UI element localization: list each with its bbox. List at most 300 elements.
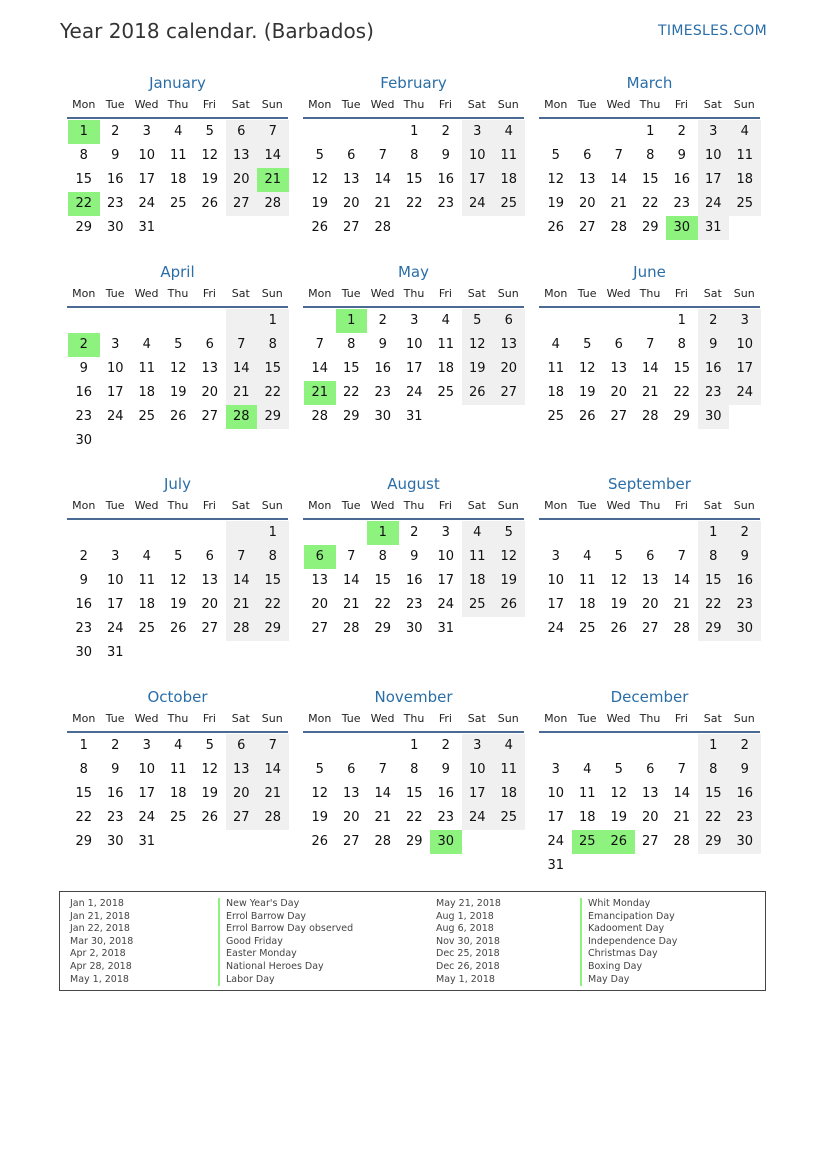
holiday-name: May Day — [580, 974, 677, 987]
weekend-day-cell: 27 — [226, 192, 258, 216]
weekend-day-cell: 11 — [462, 545, 494, 569]
empty-day-cell — [729, 405, 761, 429]
day-cell: 15 — [75, 172, 93, 187]
weekend-day-cell: 30 — [729, 617, 761, 641]
day-cell: 2 — [111, 124, 120, 139]
day-cell: 11 — [138, 361, 156, 376]
empty-day-cell — [336, 120, 368, 144]
day-cell: 14 — [374, 172, 392, 187]
day-cell: 6 — [646, 762, 655, 777]
weekday-label: Fri — [438, 711, 452, 725]
day-cell: 4 — [174, 124, 183, 139]
weekend-day-cell: 6 — [226, 734, 258, 758]
weekday-label: Thu — [167, 711, 189, 725]
header-rule — [539, 731, 760, 733]
day-cell: 14 — [673, 786, 691, 801]
weekday-label: Wed — [134, 97, 159, 111]
header-rule — [67, 518, 288, 520]
day-cell: 20 — [641, 810, 659, 825]
header-rule — [303, 117, 524, 119]
weekday-label: Fri — [202, 97, 216, 111]
day-cell: 27 — [201, 409, 219, 424]
weekend-day-cell: 16 — [729, 782, 761, 806]
header-rule — [67, 117, 288, 119]
day-cell: 15 — [641, 172, 659, 187]
weekday-header — [68, 494, 288, 516]
empty-day-cell — [131, 309, 163, 333]
day-cell: 9 — [441, 148, 450, 163]
weekday-label: Thu — [639, 286, 661, 300]
empty-day-cell — [257, 830, 289, 854]
day-cell: 30 — [75, 645, 93, 660]
day-cell: 16 — [673, 172, 691, 187]
weekday-label: Thu — [167, 97, 189, 111]
weekend-day-cell: 9 — [729, 545, 761, 569]
day-cell: 24 — [547, 834, 565, 849]
weekday-label: Tue — [105, 498, 125, 512]
month-title: August — [387, 475, 440, 493]
weekend-day-cell: 2 — [729, 734, 761, 758]
weekday-label: Tue — [105, 97, 125, 111]
day-cell: 12 — [169, 573, 187, 588]
day-cell: 5 — [583, 337, 592, 352]
day-cell: 3 — [142, 124, 151, 139]
weekday-label: Tue — [341, 711, 361, 725]
day-cell: 3 — [441, 525, 450, 540]
holiday-day-cell: 30 — [430, 830, 462, 854]
weekend-day-cell: 2 — [729, 521, 761, 545]
day-cell: 11 — [169, 762, 187, 777]
weekday-header — [68, 93, 288, 115]
day-cell: 17 — [405, 361, 423, 376]
weekday-header — [540, 707, 760, 729]
weekend-day-cell: 9 — [698, 333, 730, 357]
day-cell: 29 — [673, 409, 691, 424]
day-cell: 29 — [374, 621, 392, 636]
weekday-header — [540, 93, 760, 115]
day-cell: 18 — [437, 361, 455, 376]
day-cell: 23 — [673, 196, 691, 211]
day-cell: 20 — [201, 597, 219, 612]
weekend-day-cell: 20 — [226, 168, 258, 192]
weekday-label: Sun — [497, 97, 519, 111]
day-cell: 16 — [75, 597, 93, 612]
day-cell: 10 — [547, 573, 565, 588]
day-cell: 21 — [374, 196, 392, 211]
weekday-label: Wed — [370, 286, 395, 300]
day-cell: 8 — [677, 337, 686, 352]
day-cell: 24 — [106, 409, 124, 424]
day-cell: 29 — [405, 834, 423, 849]
day-cell: 12 — [547, 172, 565, 187]
day-cell: 17 — [437, 573, 455, 588]
month-december — [539, 687, 760, 878]
weekend-day-cell: 20 — [226, 782, 258, 806]
day-cell: 13 — [201, 361, 219, 376]
day-cell: 23 — [405, 597, 423, 612]
page-title: Year 2018 calendar. (Barbados) — [60, 19, 374, 43]
weekday-label: Sun — [261, 286, 283, 300]
day-cell: 29 — [75, 220, 93, 235]
day-cell: 22 — [75, 810, 93, 825]
weekday-label: Tue — [577, 97, 597, 111]
empty-day-cell — [603, 854, 635, 878]
holiday-name: Errol Barrow Day — [218, 911, 353, 924]
day-cell: 16 — [437, 786, 455, 801]
day-cell: 6 — [347, 148, 356, 163]
weekend-day-cell: 13 — [493, 333, 525, 357]
day-cell: 7 — [646, 337, 655, 352]
weekend-day-cell: 8 — [257, 545, 289, 569]
weekend-day-cell: 11 — [493, 758, 525, 782]
empty-day-cell — [336, 734, 368, 758]
day-cell: 7 — [677, 549, 686, 564]
day-cell: 23 — [75, 621, 93, 636]
day-cell: 1 — [646, 124, 655, 139]
weekend-day-cell: 29 — [698, 617, 730, 641]
day-cell: 8 — [79, 762, 88, 777]
weekend-day-cell: 9 — [729, 758, 761, 782]
holiday-date: May 1, 2018 — [70, 973, 129, 985]
empty-day-cell — [430, 405, 462, 429]
weekend-day-cell: 5 — [493, 521, 525, 545]
day-cell: 8 — [79, 148, 88, 163]
site-logo[interactable]: TIMESLES.COM — [658, 23, 767, 39]
day-cell: 18 — [169, 172, 187, 187]
weekend-day-cell: 3 — [729, 309, 761, 333]
holiday-day-cell: 1 — [367, 521, 399, 545]
day-cell: 6 — [583, 148, 592, 163]
day-grid — [304, 734, 524, 854]
holiday-date: May 21, 2018 — [436, 898, 501, 909]
weekend-day-cell: 18 — [729, 168, 761, 192]
month-july — [67, 474, 288, 665]
day-cell: 23 — [437, 810, 455, 825]
weekday-label: Tue — [577, 711, 597, 725]
weekend-day-cell: 14 — [257, 758, 289, 782]
weekday-label: Sat — [467, 97, 486, 111]
day-cell: 23 — [106, 196, 124, 211]
day-cell: 17 — [138, 786, 156, 801]
holiday-day-cell: 1 — [336, 309, 368, 333]
weekend-day-cell: 29 — [698, 830, 730, 854]
weekend-day-cell: 29 — [257, 405, 289, 429]
weekday-label: Fri — [438, 97, 452, 111]
day-cell: 12 — [169, 361, 187, 376]
day-cell: 28 — [374, 220, 392, 235]
day-cell: 28 — [673, 834, 691, 849]
holiday-name: Christmas Day — [580, 948, 677, 961]
day-cell: 4 — [142, 337, 151, 352]
weekday-label: Tue — [577, 286, 597, 300]
day-cell: 10 — [138, 762, 156, 777]
day-cell: 9 — [677, 148, 686, 163]
weekend-day-cell: 16 — [729, 569, 761, 593]
empty-day-cell — [257, 641, 289, 665]
day-cell: 13 — [311, 573, 329, 588]
weekend-day-cell: 7 — [226, 333, 258, 357]
weekday-label: Sun — [497, 498, 519, 512]
weekday-label: Wed — [606, 97, 631, 111]
day-cell: 27 — [578, 220, 596, 235]
empty-day-cell — [68, 309, 100, 333]
day-cell: 19 — [169, 385, 187, 400]
day-cell: 25 — [169, 196, 187, 211]
weekend-day-cell: 17 — [729, 357, 761, 381]
month-title: February — [380, 74, 447, 92]
weekend-day-cell: 20 — [493, 357, 525, 381]
weekday-label: Mon — [308, 97, 332, 111]
month-title: May — [397, 263, 429, 281]
weekend-day-cell: 2 — [698, 309, 730, 333]
empty-day-cell — [540, 120, 572, 144]
empty-day-cell — [257, 216, 289, 240]
header-rule — [67, 731, 288, 733]
empty-day-cell — [100, 521, 132, 545]
weekday-label: Mon — [72, 498, 96, 512]
empty-day-cell — [603, 309, 635, 333]
weekday-label: Tue — [105, 286, 125, 300]
day-cell: 27 — [311, 621, 329, 636]
day-cell: 20 — [342, 810, 360, 825]
weekend-day-cell: 14 — [226, 357, 258, 381]
month-title: April — [160, 263, 195, 281]
weekday-label: Sun — [261, 498, 283, 512]
month-title: June — [633, 263, 666, 281]
weekday-label: Wed — [370, 97, 395, 111]
weekend-day-cell: 4 — [493, 120, 525, 144]
day-cell: 24 — [437, 597, 455, 612]
day-cell: 22 — [405, 810, 423, 825]
day-cell: 13 — [342, 172, 360, 187]
day-cell: 26 — [311, 220, 329, 235]
weekend-day-cell: 27 — [493, 381, 525, 405]
weekend-day-cell: 30 — [729, 830, 761, 854]
weekend-day-cell: 7 — [226, 545, 258, 569]
empty-day-cell — [493, 216, 525, 240]
weekday-label: Mon — [544, 97, 568, 111]
day-cell: 19 — [311, 810, 329, 825]
weekend-day-cell: 19 — [462, 357, 494, 381]
weekday-label: Sat — [231, 711, 250, 725]
empty-day-cell — [226, 309, 258, 333]
day-cell: 23 — [437, 196, 455, 211]
day-cell: 6 — [205, 337, 214, 352]
day-cell: 19 — [201, 172, 219, 187]
empty-day-cell — [603, 521, 635, 545]
empty-day-cell — [572, 734, 604, 758]
day-cell: 24 — [547, 621, 565, 636]
day-cell: 19 — [610, 810, 628, 825]
day-cell: 15 — [405, 172, 423, 187]
month-may — [303, 262, 524, 429]
header-rule — [539, 117, 760, 119]
day-cell: 8 — [410, 762, 419, 777]
weekday-label: Thu — [167, 498, 189, 512]
day-cell: 12 — [610, 573, 628, 588]
day-grid — [304, 120, 524, 240]
day-cell: 18 — [169, 786, 187, 801]
empty-day-cell — [572, 854, 604, 878]
day-cell: 17 — [138, 172, 156, 187]
empty-day-cell — [131, 521, 163, 545]
weekday-label: Thu — [403, 711, 425, 725]
empty-day-cell — [194, 521, 226, 545]
empty-day-cell — [462, 830, 494, 854]
empty-day-cell — [194, 309, 226, 333]
day-cell: 5 — [205, 738, 214, 753]
day-cell: 3 — [111, 337, 120, 352]
holiday-day-cell: 1 — [68, 120, 100, 144]
holiday-name: Emancipation Day — [580, 911, 677, 924]
weekday-label: Fri — [674, 711, 688, 725]
day-cell: 3 — [111, 549, 120, 564]
day-cell: 20 — [201, 385, 219, 400]
day-cell: 10 — [405, 337, 423, 352]
weekend-day-cell: 25 — [493, 192, 525, 216]
empty-day-cell — [572, 120, 604, 144]
day-cell: 6 — [646, 549, 655, 564]
weekend-day-cell: 26 — [462, 381, 494, 405]
weekend-day-cell: 23 — [729, 806, 761, 830]
day-cell: 14 — [641, 361, 659, 376]
weekday-header — [304, 282, 524, 304]
weekday-label: Mon — [544, 286, 568, 300]
day-cell: 2 — [441, 738, 450, 753]
day-cell: 26 — [547, 220, 565, 235]
day-cell: 28 — [641, 409, 659, 424]
day-cell: 14 — [610, 172, 628, 187]
empty-day-cell — [603, 120, 635, 144]
weekday-header — [68, 707, 288, 729]
weekday-label: Tue — [105, 711, 125, 725]
day-cell: 16 — [106, 786, 124, 801]
weekday-label: Mon — [72, 286, 96, 300]
weekend-day-cell: 4 — [729, 120, 761, 144]
empty-day-cell — [399, 216, 431, 240]
day-cell: 23 — [374, 385, 392, 400]
day-cell: 25 — [547, 409, 565, 424]
weekend-day-cell: 4 — [493, 734, 525, 758]
day-cell: 9 — [441, 762, 450, 777]
day-cell: 1 — [410, 738, 419, 753]
day-cell: 23 — [75, 409, 93, 424]
weekday-label: Mon — [72, 711, 96, 725]
weekday-label: Wed — [370, 498, 395, 512]
empty-day-cell — [163, 830, 195, 854]
weekend-day-cell: 7 — [257, 734, 289, 758]
day-cell: 10 — [106, 361, 124, 376]
empty-day-cell — [462, 216, 494, 240]
day-grid — [304, 521, 524, 641]
holiday-date: Aug 6, 2018 — [436, 923, 494, 935]
weekend-day-cell: 17 — [698, 168, 730, 192]
weekend-day-cell: 17 — [462, 168, 494, 192]
header-rule — [303, 518, 524, 520]
weekend-day-cell: 21 — [226, 593, 258, 617]
holiday-day-cell: 26 — [603, 830, 635, 854]
weekday-label: Fri — [202, 286, 216, 300]
day-cell: 6 — [347, 762, 356, 777]
day-cell: 29 — [342, 409, 360, 424]
empty-day-cell — [163, 429, 195, 453]
day-cell: 25 — [138, 409, 156, 424]
weekday-label: Sat — [703, 498, 722, 512]
weekday-header — [540, 494, 760, 516]
day-cell: 5 — [174, 337, 183, 352]
weekday-label: Wed — [134, 711, 159, 725]
day-cell: 4 — [142, 549, 151, 564]
weekend-day-cell: 22 — [698, 593, 730, 617]
day-cell: 9 — [79, 573, 88, 588]
day-cell: 6 — [614, 337, 623, 352]
holiday-day-cell: 2 — [68, 333, 100, 357]
day-cell: 8 — [347, 337, 356, 352]
day-cell: 28 — [342, 621, 360, 636]
day-cell: 11 — [547, 361, 565, 376]
holiday-day-cell: 6 — [304, 545, 336, 569]
weekend-day-cell: 25 — [729, 192, 761, 216]
weekend-day-cell: 24 — [729, 381, 761, 405]
weekend-day-cell: 15 — [698, 782, 730, 806]
empty-day-cell — [226, 641, 258, 665]
holiday-date: Jan 1, 2018 — [70, 898, 124, 909]
day-cell: 8 — [378, 549, 387, 564]
day-cell: 10 — [138, 148, 156, 163]
day-grid — [304, 309, 524, 429]
day-cell: 8 — [410, 148, 419, 163]
weekday-label: Fri — [674, 498, 688, 512]
weekday-header — [68, 282, 288, 304]
day-cell: 7 — [677, 762, 686, 777]
day-cell: 9 — [111, 148, 120, 163]
empty-day-cell — [635, 521, 667, 545]
day-cell: 27 — [342, 834, 360, 849]
weekday-label: Sun — [497, 286, 519, 300]
weekend-day-cell: 24 — [698, 192, 730, 216]
weekend-day-cell: 6 — [493, 309, 525, 333]
weekday-label: Fri — [438, 286, 452, 300]
weekday-label: Wed — [134, 286, 159, 300]
day-cell: 6 — [205, 549, 214, 564]
weekday-label: Sat — [703, 97, 722, 111]
month-title: October — [147, 688, 208, 706]
header-rule — [303, 306, 524, 308]
day-cell: 2 — [677, 124, 686, 139]
day-cell: 20 — [342, 196, 360, 211]
weekday-label: Sun — [261, 97, 283, 111]
day-cell: 18 — [138, 385, 156, 400]
day-cell: 25 — [437, 385, 455, 400]
holiday-date: Dec 26, 2018 — [436, 960, 500, 972]
day-cell: 23 — [106, 810, 124, 825]
weekday-label: Fri — [202, 498, 216, 512]
weekend-day-cell: 29 — [257, 617, 289, 641]
day-cell: 22 — [405, 196, 423, 211]
day-grid — [540, 309, 760, 429]
holiday-name: Errol Barrow Day observed — [218, 923, 353, 936]
empty-day-cell — [226, 830, 258, 854]
day-cell: 9 — [111, 762, 120, 777]
day-cell: 18 — [578, 597, 596, 612]
weekday-label: Tue — [577, 498, 597, 512]
header-rule — [67, 306, 288, 308]
day-cell: 2 — [79, 549, 88, 564]
empty-day-cell — [666, 521, 698, 545]
day-cell: 30 — [405, 621, 423, 636]
day-cell: 28 — [610, 220, 628, 235]
day-cell: 21 — [673, 597, 691, 612]
